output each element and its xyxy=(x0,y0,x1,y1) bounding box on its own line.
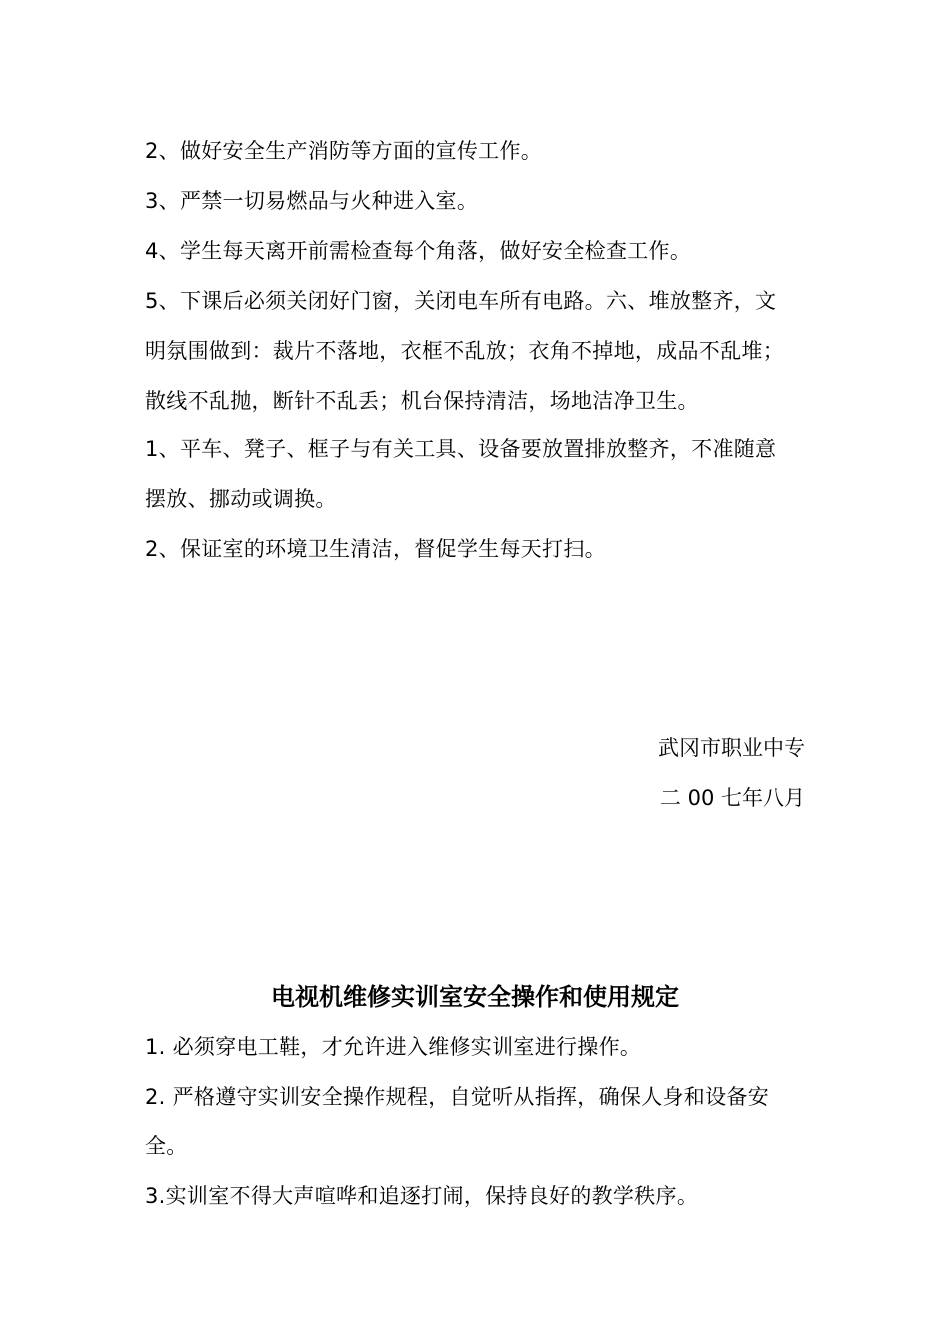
paragraph-line: 2. 严格遵守实训安全操作规程，自觉听从指挥，确保人身和设备安 xyxy=(145,1085,770,1109)
paragraph-line: 3.实训室不得大声喧哗和追逐打闹，保持良好的教学秩序。 xyxy=(145,1184,699,1208)
paragraph-line: 2、保证室的环境卫生清洁，督促学生每天打扫。 xyxy=(145,537,606,561)
paragraph-line: 5、下课后必须关闭好门窗，关闭电车所有电路。六、堆放整齐，文 xyxy=(145,289,777,313)
signature-organization: 武冈市职业中专 xyxy=(658,736,805,760)
paragraph-line: 3、严禁一切易燃品与火种进入室。 xyxy=(145,189,479,213)
signature-date: 二 00 七年八月 xyxy=(659,786,805,810)
paragraph-line: 4、学生每天离开前需检查每个角落，做好安全检查工作。 xyxy=(145,239,692,263)
paragraph-line: 摆放、挪动或调换。 xyxy=(145,487,337,511)
paragraph-line: 散线不乱抛，断针不乱丢；机台保持清洁，场地洁净卫生。 xyxy=(145,389,699,413)
paragraph-line: 2、做好安全生产消防等方面的宣传工作。 xyxy=(145,139,543,163)
paragraph-line: 明氛围做到：裁片不落地，衣框不乱放；衣角不掉地，成品不乱堆； xyxy=(145,339,784,363)
paragraph-line: 全。 xyxy=(145,1134,188,1158)
paragraph-line: 1、平车、凳子、框子与有关工具、设备要放置排放整齐，不准随意 xyxy=(145,437,777,461)
paragraph-line: 1. 必须穿电工鞋，才允许进入维修实训室进行操作。 xyxy=(145,1035,642,1059)
section-title: 电视机维修实训室安全操作和使用规定 xyxy=(271,983,679,1011)
